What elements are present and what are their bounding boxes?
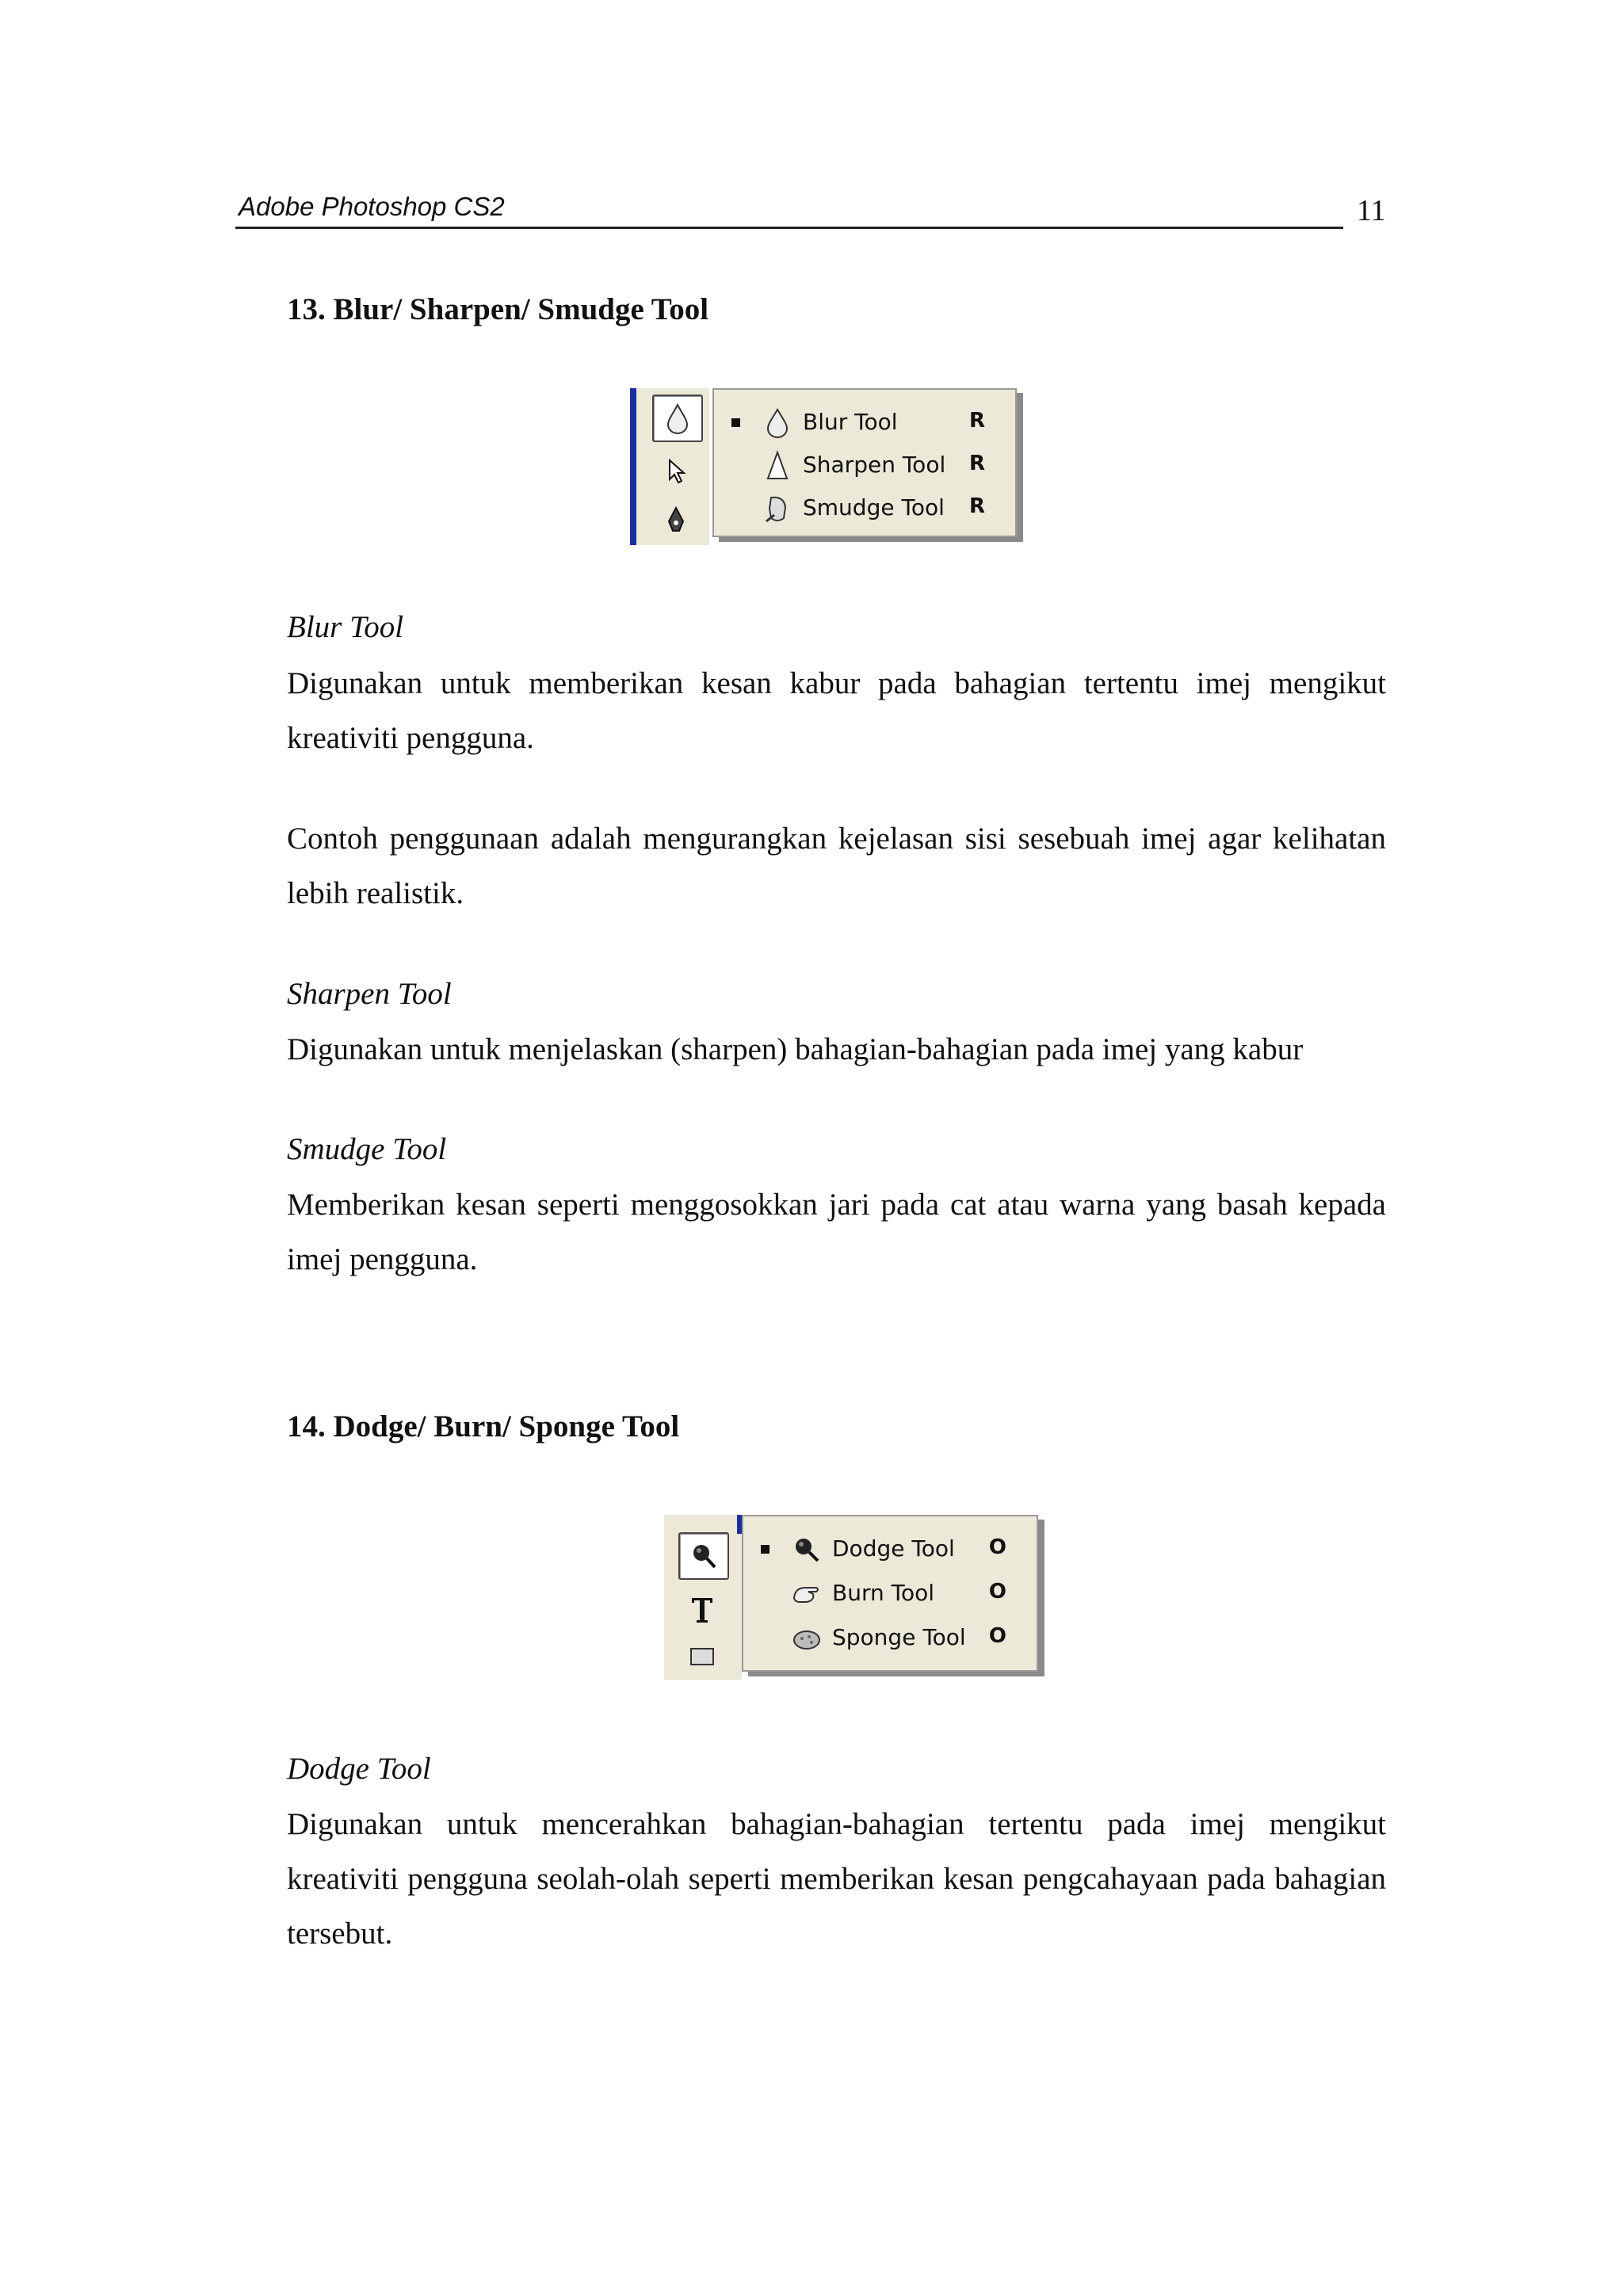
blur-tool-menu [712,388,1017,537]
menu-item-burn-tool[interactable]: Burn Tool O [743,1572,1037,1615]
type-tool-button[interactable] [678,1588,726,1630]
menu-item-dodge-tool[interactable]: Dodge Tool O [743,1527,1037,1570]
section-13-heading: 13. Blur/ Sharpen/ Smudge Tool [287,292,709,326]
header-title: Adobe Photoshop CS2 [239,192,505,221]
running-header [235,190,1343,229]
pen-nib-icon [665,505,687,537]
dodge-lollipop-icon [689,1542,718,1570]
toolbox-strip [664,1515,742,1680]
pen-tool-button[interactable] [652,499,700,543]
blur-tool-description: Digunakan untuk memberikan kesan kabur pada bahagian tertentu imej mengikut kreativiti pengguna. [287,666,1386,755]
dodge-tool-menu [742,1515,1038,1672]
smudge-finger-icon [760,491,795,526]
rectangle-shape-icon [688,1645,716,1669]
selected-bullet [731,418,740,427]
smudge-tool-title: Smudge Tool [287,1132,447,1166]
selected-bullet [761,1545,769,1554]
blur-tool-button[interactable] [652,395,703,442]
menu-item-sharpen-tool[interactable]: Sharpen Tool R [714,444,1015,486]
blur-drop-icon [760,406,795,441]
section-14-heading: 14. Dodge/ Burn/ Sponge Tool [287,1409,680,1444]
shape-tool-button[interactable] [678,1637,726,1676]
dodge-tool-description: Digunakan untuk mencerahkan bahagian-bahagian tertentu pada imej mengikut kreativiti pengguna seolah-olah seperti memberikan kesan pengcahayaan pada bahagian tersebut. [287,1807,1386,1951]
blur-tool-flyout-screenshot [630,388,1044,545]
sharpen-tool-title: Sharpen Tool [287,977,452,1011]
arrow-pointer-icon [666,458,686,485]
direct-selection-tool-button[interactable] [652,452,700,491]
dodge-tool-button[interactable] [678,1532,729,1580]
menu-item-sponge-tool[interactable]: Sponge Tool O [743,1616,1037,1659]
sharpen-cone-icon [760,448,795,483]
dodge-tool-title: Dodge Tool [287,1752,431,1786]
dodge-tool-flyout-screenshot [664,1515,1060,1680]
toolbox-edge [630,388,636,545]
menu-item-smudge-tool[interactable]: Smudge Tool R [714,486,1015,529]
burn-hand-icon [789,1577,824,1611]
page-number: 11 [1357,194,1386,227]
sponge-icon [789,1621,824,1656]
blur-tool-title: Blur Tool [287,610,404,644]
blur-drop-icon [664,402,691,434]
toolbox-strip [630,388,709,545]
menu-item-blur-tool[interactable]: Blur Tool R [714,401,1015,444]
blur-tool-example: Contoh penggunaan adalah mengurangkan kejelasan sisi sesebuah imej agar kelihatan lebih realistik. [287,822,1386,910]
dodge-lollipop-icon [789,1532,824,1567]
type-t-icon [689,1593,716,1625]
sharpen-tool-description: Digunakan untuk menjelaskan (sharpen) bahagian-bahagian pada imej yang kabur [287,1032,1304,1066]
smudge-tool-description: Memberikan kesan seperti menggosokkan jari pada cat atau warna yang basah kepada imej pengguna. [287,1188,1386,1276]
